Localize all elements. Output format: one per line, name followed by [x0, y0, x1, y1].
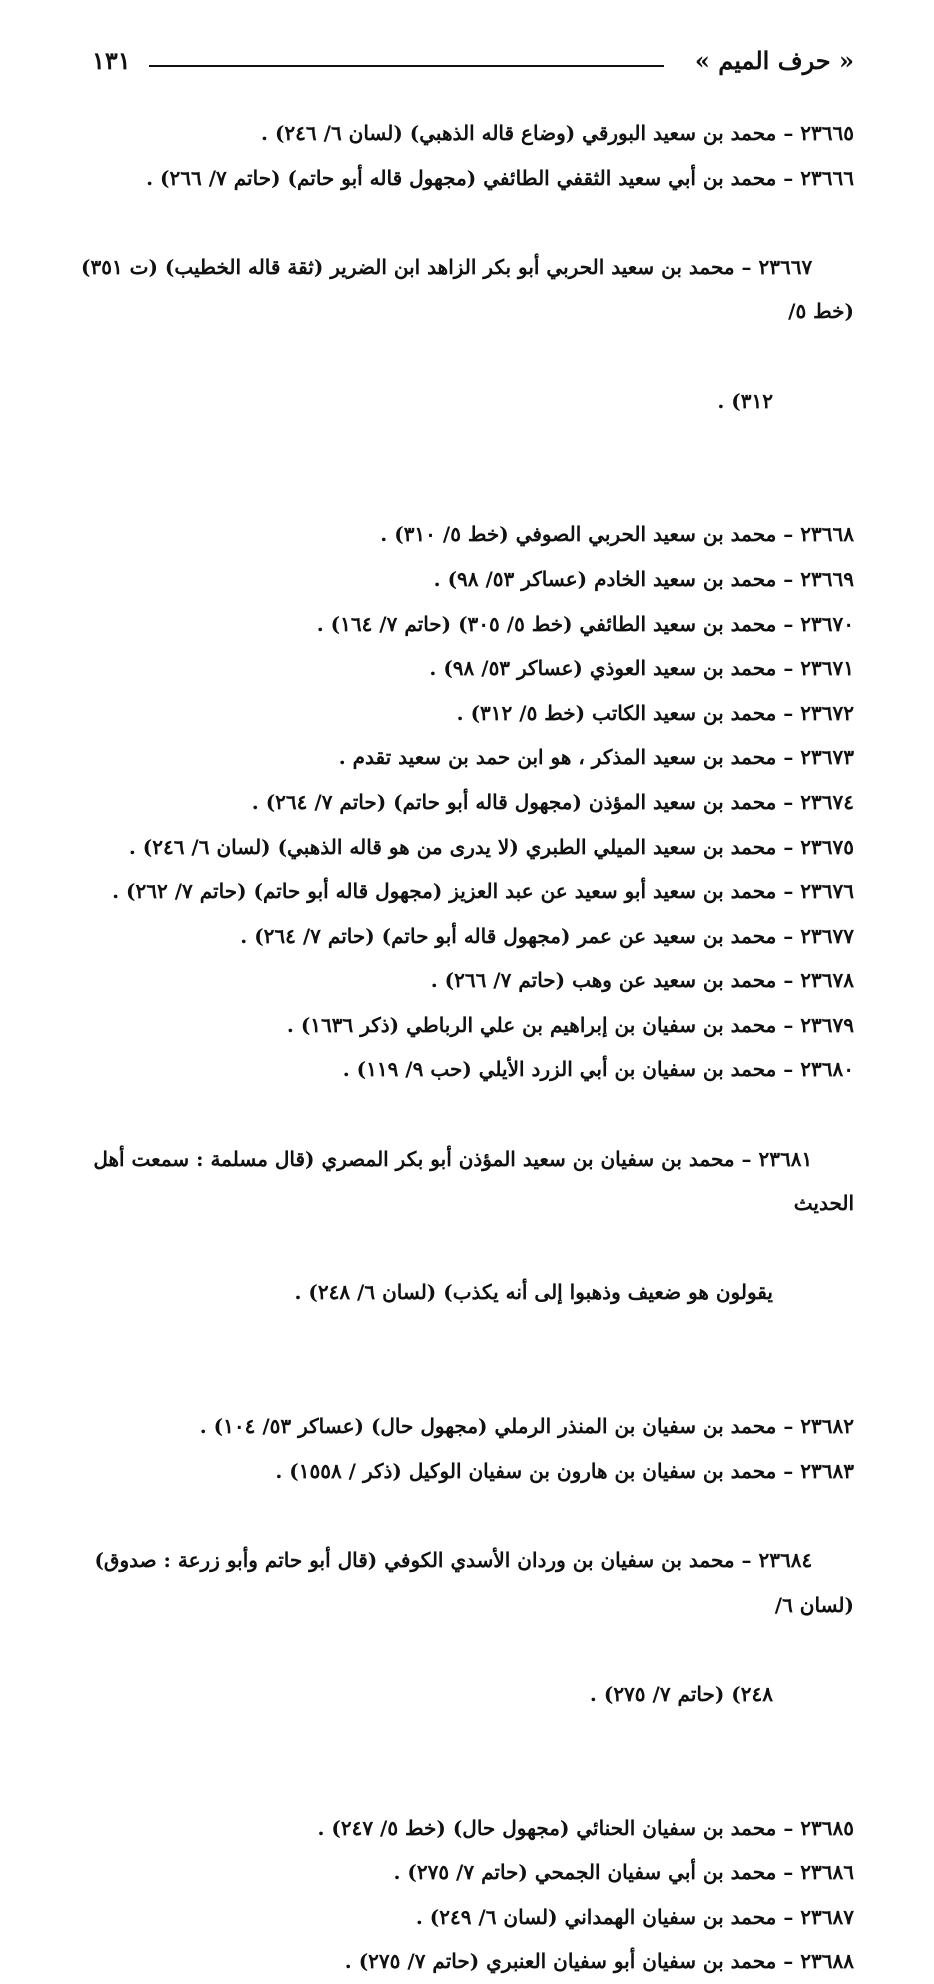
page-header	[92, 40, 854, 82]
entry-23673: ٢٣٦٧٣ – محمد بن سعيد المذكر ، هو ابن حمد بن سعيد تقدم .	[338, 745, 854, 770]
page-number: ١٣١	[92, 46, 131, 75]
entry-23668: ٢٣٦٦٨ – محمد بن سعيد الحربي الصوفي (خط ٥/ ٣١٠) .	[380, 522, 854, 547]
header-rule	[149, 65, 664, 67]
entry-23671: ٢٣٦٧١ – محمد بن سعيد العوذي (عساكر ٥٣/ ٩٨) .	[429, 656, 854, 681]
entry-main-text: ٢٣٦٨١ – محمد بن سفيان بن سعيد المؤذن أبو بكر المصري (قال مسلمة : سمعت أهل الحديث	[86, 1146, 854, 1216]
entry-23683: ٢٣٦٨٣ – محمد بن سفيان بن هارون بن سفيان الوكيل (ذكر / ١٥٥٨) .	[275, 1458, 854, 1483]
entry-23675: ٢٣٦٧٥ – محمد بن سعيد الميلي الطبري (لا يدرى من هو قاله الذهبي) (لسان ٦/ ٢٤٦) .	[128, 834, 854, 859]
entry-23676: ٢٣٦٧٦ – محمد بن سعيد أبو سعيد عن عبد العزيز (مجهول قاله أبو حاتم) (حاتم ٧/ ٢٦٢) .	[112, 879, 854, 904]
entry-23686: ٢٣٦٨٦ – محمد بن أبي سفيان الجمحي (حاتم ٧/ ٢٧٥) .	[393, 1860, 854, 1885]
entry-23679: ٢٣٦٧٩ – محمد بن سفيان بن إبراهيم بن علي الرباطي (ذكر ١٦٣٦) .	[286, 1012, 854, 1037]
entry-23678: ٢٣٦٧٨ – محمد بن سعيد عن وهب (حاتم ٧/ ٢٦٦) .	[430, 968, 854, 993]
entry-list	[48, 111, 854, 1984]
entry-23682: ٢٣٦٨٢ – محمد بن سفيان بن المنذر الرملي (مجهول حال) (عساكر ٥٣/ ١٠٤) .	[199, 1414, 854, 1439]
entry-main-text: ٢٣٦٦٧ – محمد بن سعيد الحربي أبو بكر الزاهد ابن الضرير (ثقة قاله الخطيب) (ت ٣٥١) (خط ٥/	[74, 254, 854, 324]
entry-23670: ٢٣٦٧٠ – محمد بن سعيد الطائفي (خط ٥/ ٣٠٥) (حاتم ٧/ ١٦٤) .	[316, 611, 854, 636]
entry-23672: ٢٣٦٧٢ – محمد بن سعيد الكاتب (خط ٥/ ٣١٢) .	[456, 700, 854, 725]
entry-continuation: ٢٤٨) (حاتم ٧/ ٢٧٥) .	[589, 1681, 773, 1706]
entry-23667	[48, 200, 854, 512]
entry-23674: ٢٣٦٧٤ – محمد بن سعيد المؤذن (مجهول قاله أبو حاتم) (حاتم ٧/ ٢٦٤) .	[251, 789, 854, 814]
entry-continuation: يقولون هو ضعيف وذهبوا إلى أنه يكذب) (لسان ٦/ ٢٤٨) .	[294, 1280, 773, 1305]
entry-continuation: ٣١٢) .	[717, 388, 773, 413]
entry-23681	[48, 1092, 854, 1404]
entry-23677: ٢٣٦٧٧ – محمد بن سعيد عن عمر (مجهول قاله أبو حاتم) (حاتم ٧/ ٢٦٤) .	[240, 923, 854, 948]
entry-23665: ٢٣٦٦٥ – محمد بن سعيد البورقي (وضاع قاله الذهبي) (لسان ٦/ ٢٤٦) .	[261, 121, 854, 145]
entry-23687: ٢٣٦٨٧ – محمد بن سفيان الهمداني (لسان ٦/ ٢٤٩) .	[415, 1904, 854, 1929]
entry-23666: ٢٣٦٦٦ – محمد بن أبي سعيد الثقفي الطائفي (مجهول قاله أبو حاتم) (حاتم ٧/ ٢٦٦) .	[146, 165, 854, 190]
entry-main-text: ٢٣٦٨٤ – محمد بن سفيان بن وردان الأسدي الكوفي (قال أبو حاتم وأبو زرعة : صدوق) (لسان ٦/	[87, 1548, 854, 1617]
entry-23680: ٢٣٦٨٠ – محمد بن سفيان بن أبي الزرد الأيلي (حب ٩/ ١١٩) .	[342, 1057, 854, 1082]
entry-23685: ٢٣٦٨٥ – محمد بن سفيان الحنائي (مجهول حال) (خط ٥/ ٢٤٧) .	[317, 1815, 854, 1840]
entry-23688: ٢٣٦٨٨ – محمد بن سفيان أبو سفيان العنبري (حاتم ٧/ ٢٧٥) .	[344, 1949, 854, 1974]
chapter-title: « حرف الميم »	[694, 46, 854, 75]
entry-23669: ٢٣٦٦٩ – محمد بن سعيد الخادم (عساكر ٥٣/ ٩٨) .	[433, 566, 854, 591]
entry-23684	[48, 1493, 854, 1805]
